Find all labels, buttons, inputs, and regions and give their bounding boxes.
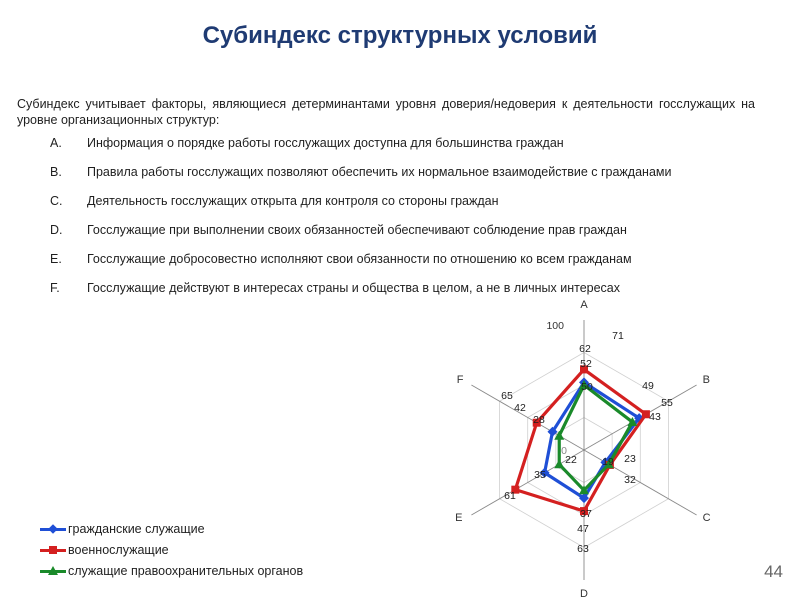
factor-letter: A. [50,136,62,150]
axis-label-f: F [456,374,464,386]
factor-item [50,252,671,281]
data-label: 35 [534,469,546,481]
factor-letter: C. [50,194,63,208]
radar-chart [455,299,711,600]
data-label: 52 [580,358,592,370]
factor-item [50,223,671,252]
factor-item [50,136,671,165]
data-label: 50 [581,381,593,393]
data-label: 71 [612,330,624,342]
scale-label-zero: 0 [561,445,567,457]
factor-item [50,165,671,194]
legend-item-military [40,539,303,560]
data-label: 62 [579,343,591,355]
factor-letter: F. [50,281,60,295]
legend-label: гражданские служащие [68,521,205,536]
axis-label-c: C [702,512,711,524]
chart-legend [40,518,303,581]
axis-label-e: E [455,512,463,524]
data-label: 63 [577,543,589,555]
data-label: 28 [533,414,545,426]
scale-label-max: 100 [546,320,564,332]
factor-text: Госслужащие действуют в интересах страны и общества в целом, а не в личных интересах [87,281,620,295]
data-label: 23 [624,453,636,465]
data-label: 55 [661,397,673,409]
factor-letter: E. [50,252,62,266]
slide-title: Субиндекс структурных условий [202,22,598,49]
data-label: 61 [504,490,516,502]
data-label: 19 [602,456,614,468]
data-label: 42 [514,402,526,414]
factor-text: Госслужащие добросовестно исполняют свои обязанности по отношению ко всем гражданам [87,252,632,266]
data-label: 32 [624,474,636,486]
legend-label: военнослужащие [68,542,169,557]
data-label: 37 [580,508,592,520]
legend-swatch-civil [40,524,66,534]
factor-letter: D. [50,223,63,237]
legend-swatch-law [40,566,66,576]
factor-letter: B. [50,165,62,179]
legend-item-law [40,560,303,581]
data-label: 49 [642,380,654,392]
factor-text: Информация о порядке работы госслужащих доступна для большинства граждан [87,136,564,150]
intro-text: Субиндекс учитывает факторы, являющиеся детерминантами уровня доверия/недоверия к деятельности госслужащих на уровне организационных структур: [17,97,755,127]
factor-text: Деятельность госслужащих открыта для контроля со стороны граждан [87,194,499,208]
factor-text: Госслужащие при выполнении своих обязанностей обеспечивают соблюдение прав граждан [87,223,627,237]
axis-label-d: D [580,588,588,600]
data-label: 43 [649,411,661,423]
axis-label-a: A [580,299,588,311]
series-line-2 [559,385,632,490]
factor-text: Правила работы госслужащих позволяют обеспечить их нормальное взаимодействие с гражданами [87,165,672,179]
data-label: 65 [501,390,513,402]
legend-swatch-military [40,545,66,555]
data-label: 22 [565,454,577,466]
legend-item-civil [40,518,303,539]
factor-item [50,194,671,223]
page-number: 44 [764,562,783,581]
factor-list [50,136,671,310]
axis-label-b: B [702,374,710,386]
legend-label: служащие правоохранительных органов [68,563,304,578]
data-label: 47 [577,523,589,535]
